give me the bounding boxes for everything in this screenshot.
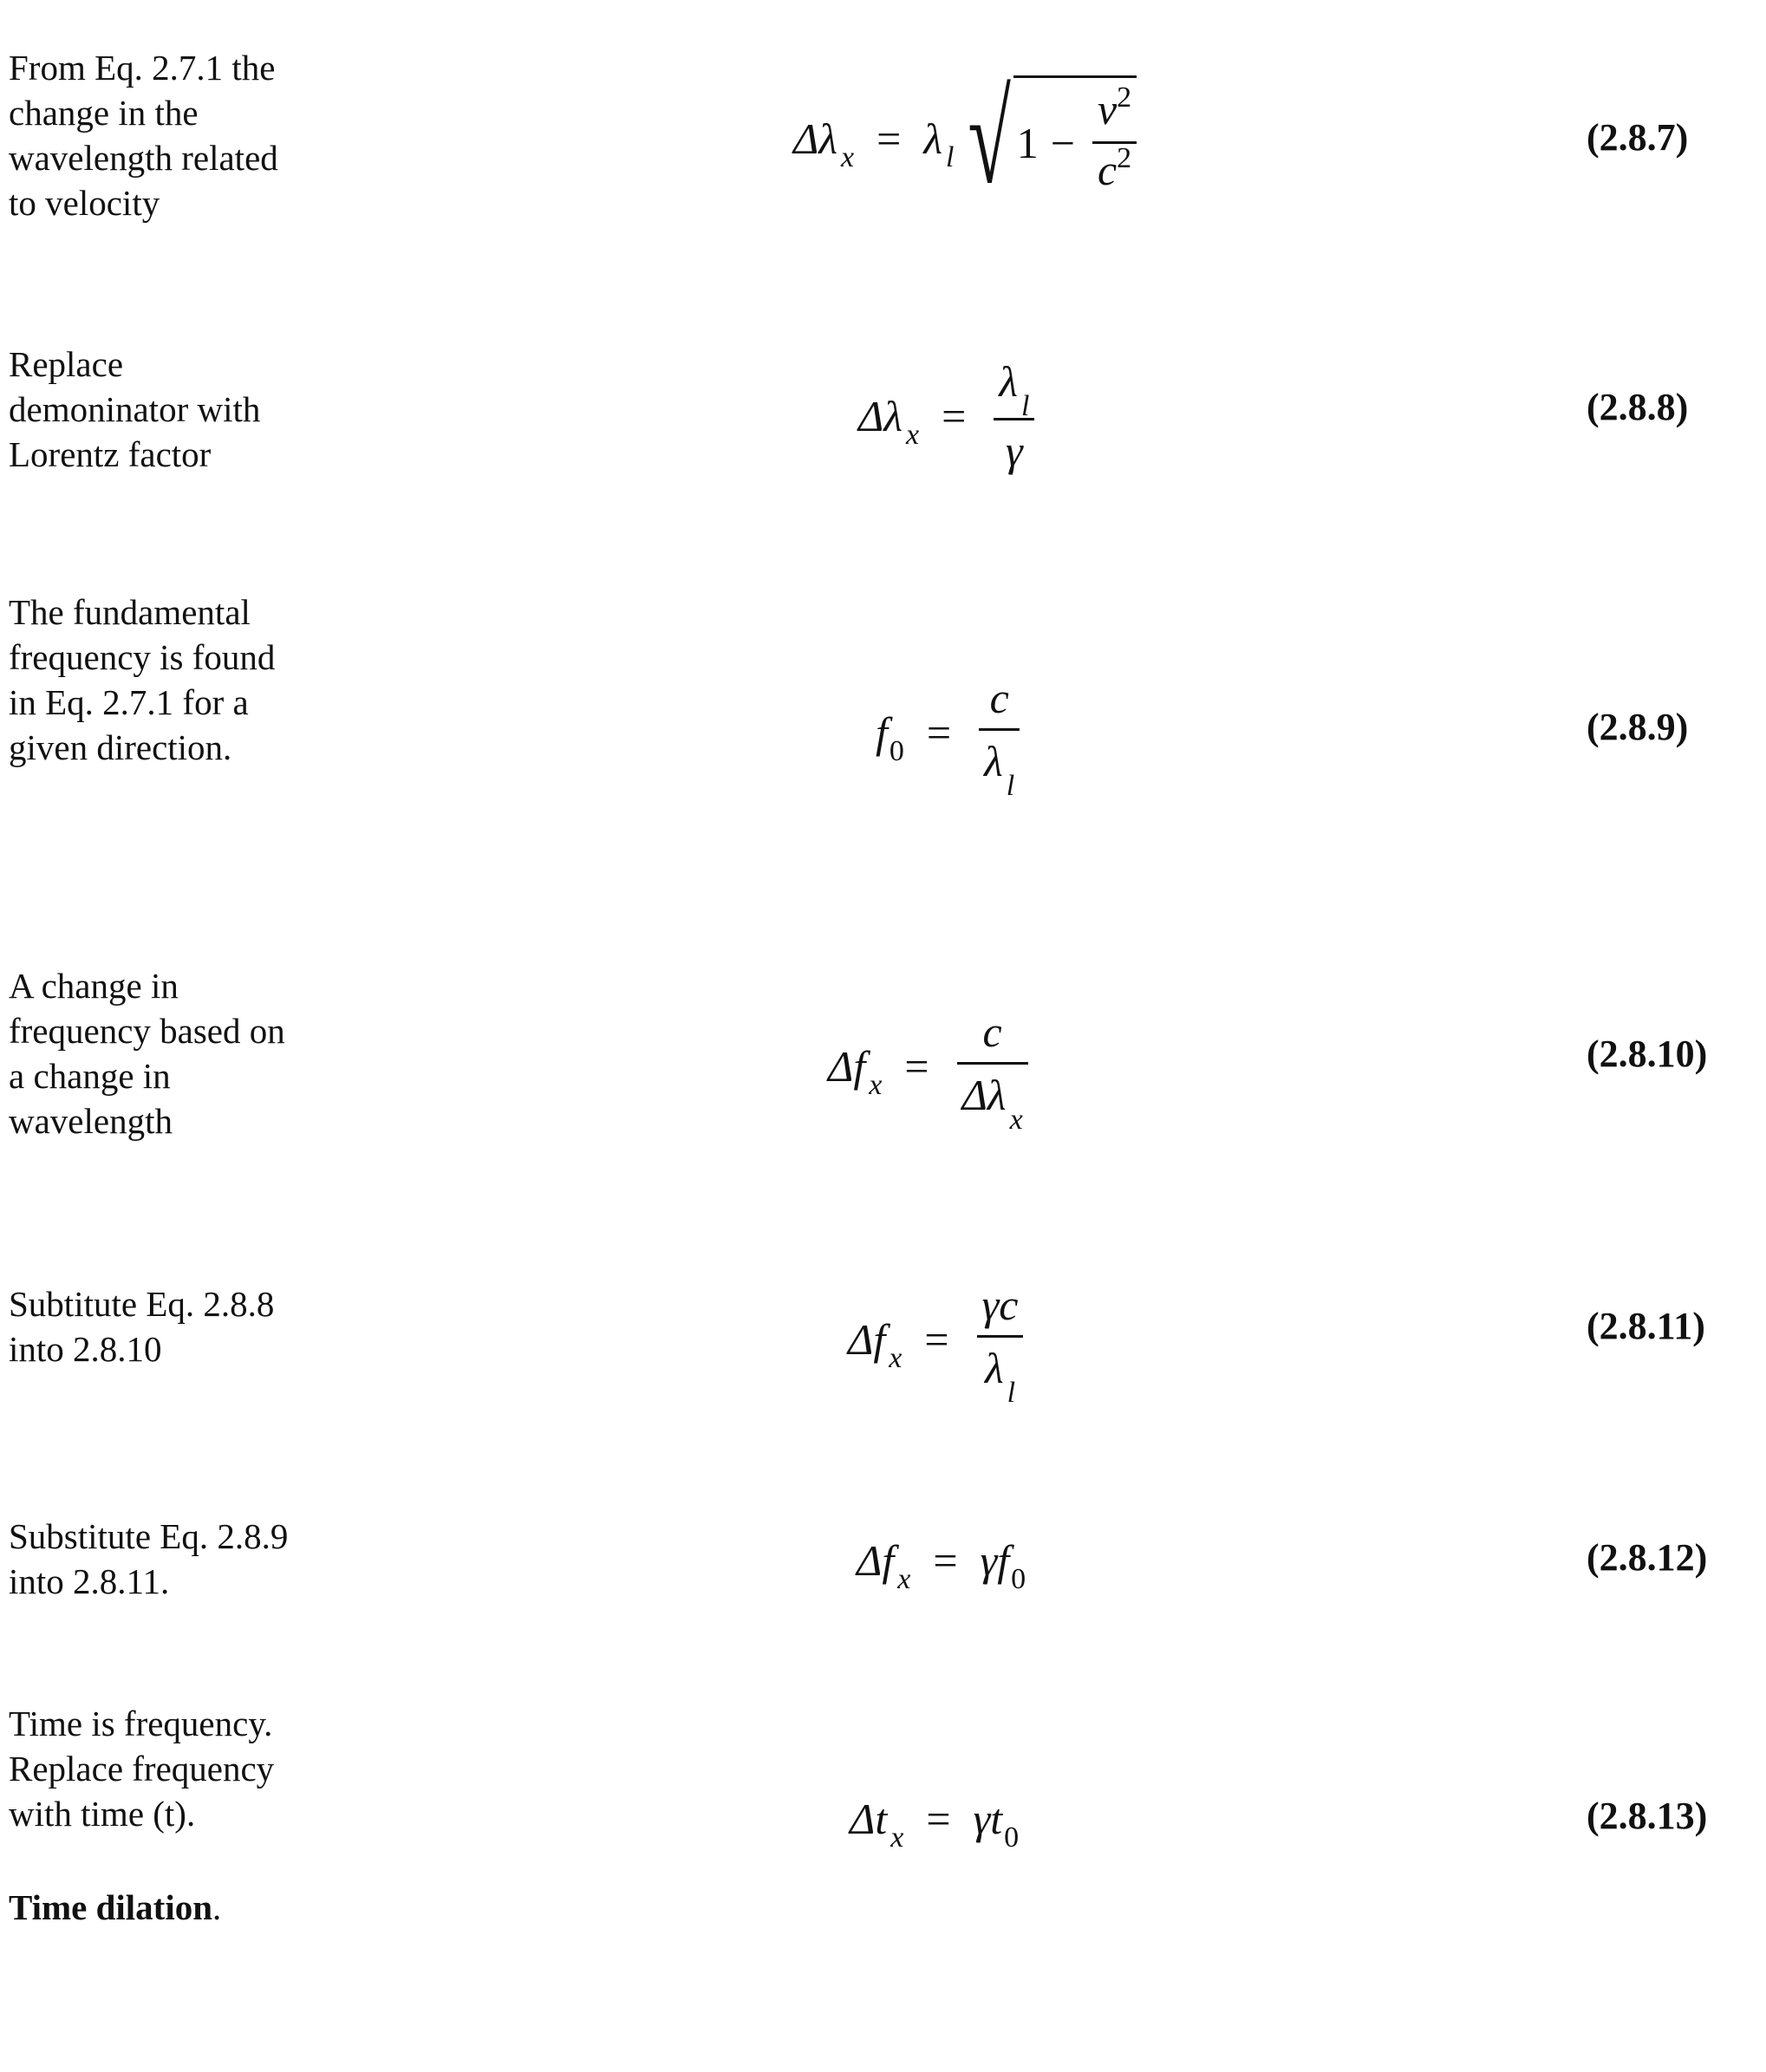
subscript-l: l [1007,1377,1016,1409]
subscript-l: l [1020,390,1030,422]
equation-number: (2.8.13) [1587,1795,1708,1837]
gamma-symbol: γ [981,1280,1000,1329]
subscript-0: 0 [1011,1563,1026,1595]
lambda-symbol: λ [923,114,942,163]
delta-symbol: Δ [858,392,884,440]
equals-sign: = [904,1042,929,1091]
note-line: a change in [9,1056,171,1096]
lambda-symbol: λ [999,357,1018,406]
fraction [994,351,1034,481]
t-var: t [990,1795,1003,1843]
note-line: into 2.8.11. [9,1561,170,1601]
superscript-2: 2 [1117,142,1132,174]
f-var: f [873,1315,886,1364]
subscript-l: l [945,141,955,173]
lambda-symbol: λ [984,1344,1004,1392]
gamma-symbol: γ [980,1536,998,1585]
square-root [954,67,1137,211]
denominator [980,1338,1020,1409]
note-2-8-10 [9,963,321,1144]
numerator: c [989,674,1009,722]
conclusion-tail: . [212,1887,222,1927]
note-line: Subtitute Eq. 2.8.8 [9,1284,275,1324]
note-2-8-8 [9,342,321,477]
equation-number: (2.8.7) [1587,116,1689,159]
denominator [957,1065,1028,1136]
equals-sign: = [942,392,967,440]
subscript-l: l [1006,770,1015,802]
equation-number: (2.8.10) [1587,1033,1708,1075]
equals-sign: = [926,708,952,757]
equals-sign: = [924,1315,949,1364]
denominator [979,731,1020,802]
delta-symbol: Δ [961,1071,987,1119]
fraction [979,668,1020,802]
fraction-v2-c2 [1092,83,1137,202]
note-line: change in the [9,93,199,133]
note-line: Substitute Eq. 2.8.9 [9,1516,289,1556]
equation-2-8-13 [850,1784,1019,1854]
note-line: given direction. [9,727,232,767]
equals-sign: = [926,1795,951,1843]
note-line: A change in [9,966,179,1006]
numerator [994,351,1034,422]
delta-symbol: Δ [848,1315,874,1364]
equation-2-8-11 [848,1266,1023,1413]
note-line: wavelength [9,1101,173,1141]
note-line: Replace frequency [9,1749,275,1789]
denominator [1092,144,1137,202]
v-var: v [1097,85,1118,134]
delta-symbol: Δ [793,114,819,163]
note-line: demoninator with [9,389,261,429]
minus-sign: − [1050,118,1075,167]
numerator [977,1274,1024,1335]
equation-2-8-12 [857,1526,1026,1595]
equation-number: (2.8.8) [1587,386,1689,428]
c-var: c [1097,146,1118,194]
subscript-x: x [897,1563,911,1595]
fraction [957,1001,1028,1136]
note-line: frequency based on [9,1011,285,1051]
subscript-x: x [869,1069,883,1101]
note-2-8-7 [9,45,321,225]
note-2-8-11 [9,1281,321,1372]
note-2-8-9 [9,590,321,770]
note-line: with time (t). [9,1794,196,1834]
note-line: Replace [9,344,124,384]
subscript-0: 0 [1004,1821,1020,1854]
note-line: Lorentz factor [9,434,212,474]
radical-sign-icon: √ [968,67,1012,211]
subscript-x: x [1009,1104,1023,1136]
t-var: t [875,1795,888,1843]
note-2-8-12 [9,1514,321,1604]
numerator: c [982,1007,1002,1056]
note-line: Time is frequency. [9,1704,273,1743]
equation-number: (2.8.12) [1587,1536,1708,1579]
equation-2-8-8 [858,338,1034,494]
equation-2-8-10 [828,988,1028,1144]
superscript-2: 2 [1117,81,1132,114]
note-line: into 2.8.10 [9,1329,162,1369]
subscript-x: x [906,419,920,451]
subscript-x: x [841,141,855,173]
radicand [1013,75,1137,202]
fraction [977,1274,1024,1409]
note-line: wavelength related [9,138,278,178]
numerator [1092,83,1137,141]
c-var: c [999,1280,1019,1329]
lambda-symbol: λ [984,737,1003,785]
note-line: in Eq. 2.7.1 for a [9,682,249,722]
equation-2-8-7 [793,56,1137,221]
equals-sign: = [933,1536,958,1585]
subscript-x: x [889,1342,903,1374]
equation-2-8-9 [876,659,1020,806]
f-var: f [853,1042,866,1091]
delta-symbol: Δ [857,1536,883,1585]
one: 1 [1016,118,1039,167]
equation-number: (2.8.9) [1587,706,1689,748]
equals-sign: = [876,114,902,163]
denominator: γ [1006,427,1023,475]
equation-number: (2.8.11) [1587,1305,1705,1347]
conclusion-bold: Time dilation [9,1887,213,1927]
note-line: The fundamental [9,592,251,632]
delta-symbol: Δ [850,1795,876,1843]
delta-symbol: Δ [828,1042,854,1091]
note-2-8-13 [9,1701,321,1836]
subscript-0: 0 [889,735,904,767]
note-line: to velocity [9,183,160,223]
subscript-x: x [890,1821,904,1854]
gamma-symbol: γ [973,1795,991,1843]
conclusion [9,1885,442,1930]
note-line: From Eq. 2.7.1 the [9,48,276,88]
lambda-symbol: λ [818,114,838,163]
lambda-symbol: λ [883,392,903,440]
note-line: frequency is found [9,637,276,677]
f-var: f [997,1536,1010,1585]
f-var: f [882,1536,895,1585]
lambda-symbol: λ [987,1071,1007,1119]
f-var: f [876,708,888,757]
